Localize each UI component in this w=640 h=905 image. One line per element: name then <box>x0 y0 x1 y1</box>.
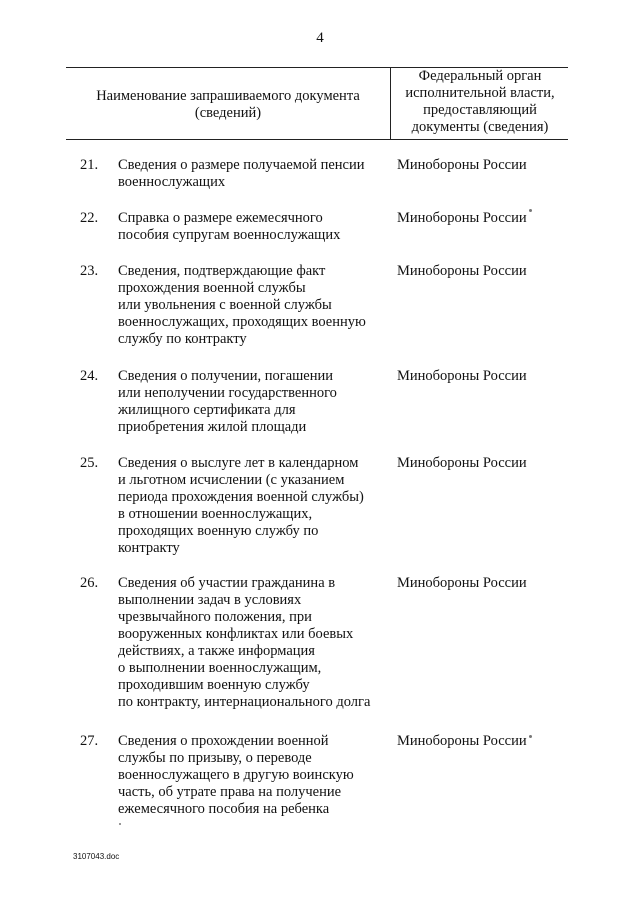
row-number: 24. <box>80 368 99 384</box>
document-name-line: Сведения, подтверждающие факт <box>118 263 326 279</box>
agency-name: Минобороны России <box>397 210 527 226</box>
document-name-line: ежемесячного пособия на ребенка <box>118 801 330 817</box>
document-name-line: в отношении военнослужащих, <box>118 506 313 522</box>
document-name-line: жилищного сертификата для <box>118 402 296 418</box>
column-header-line: исполнительной власти, <box>405 85 555 101</box>
document-name-line: чрезвычайного положения, при <box>118 609 312 625</box>
document-name-line: пособия супругам военнослужащих <box>118 227 341 243</box>
document-name-line: выполнении задач в условиях <box>118 592 302 608</box>
document-name <box>118 455 388 557</box>
agency-name: Минобороны России <box>397 733 527 749</box>
agency-name: Минобороны России <box>397 575 527 591</box>
row-number: 22. <box>80 210 99 226</box>
document-name <box>118 733 388 818</box>
scan-speck <box>529 209 532 212</box>
document-name-line: военнослужащих <box>118 174 226 190</box>
document-name-line: контракту <box>118 540 180 556</box>
document-name <box>118 575 388 711</box>
document-name <box>118 210 388 244</box>
document-name-line: или неполучении государственного <box>118 385 337 401</box>
table-header-divider <box>390 67 391 139</box>
column-header-line: документы (сведения) <box>411 119 549 135</box>
row-number: 25. <box>80 455 99 471</box>
document-name-line: приобретения жилой площади <box>118 419 307 435</box>
document-name-line: вооруженных конфликтах или боевых <box>118 626 354 642</box>
row-number: 23. <box>80 263 99 279</box>
row-number: 21. <box>80 157 99 173</box>
document-name-line: военнослужащего в другую воинскую <box>118 767 354 783</box>
document-name-line: периода прохождения военной службы) <box>118 489 364 505</box>
agency-name: Минобороны России <box>397 455 527 471</box>
document-name-line: прохождения военной службы <box>118 280 306 296</box>
column-header-agency <box>392 68 568 136</box>
document-name-line: военнослужащих, проходящих военную <box>118 314 366 330</box>
document-name <box>118 368 388 436</box>
document-name-line: службу по контракту <box>118 331 247 347</box>
document-name-line: Сведения о прохождении военной <box>118 733 329 749</box>
document-name <box>118 263 388 348</box>
table-header-bottom-rule <box>66 139 568 140</box>
agency-name: Минобороны России <box>397 263 527 279</box>
agency-name: Минобороны России <box>397 157 527 173</box>
page-number: 4 <box>316 30 324 46</box>
document-name-line: часть, об утрате права на получение <box>118 784 342 800</box>
document-name-line: Сведения о получении, погашении <box>118 368 334 384</box>
row-number: 27. <box>80 733 99 749</box>
document-name-line: по контракту, интернационального долга <box>118 694 371 710</box>
column-header-document-name <box>66 88 390 122</box>
document-name-line: или увольнения с военной службы <box>118 297 332 313</box>
document-name-line: Сведения об участии гражданина в <box>118 575 336 591</box>
column-header-line: Наименование запрашиваемого документа <box>96 88 360 104</box>
document-name-line: проходившим военную службу <box>118 677 310 693</box>
column-header-line: (сведений) <box>194 105 262 121</box>
document-name-line: о выполнении военнослужащим, <box>118 660 322 676</box>
document-name-line: службы по призыву, о переводе <box>118 750 312 766</box>
column-header-line: предоставляющий <box>423 102 537 118</box>
document-name-line: Справка о размере ежемесячного <box>118 210 323 226</box>
scan-speck <box>119 823 121 825</box>
document-name-line: проходящих военную службу по <box>118 523 319 539</box>
row-number: 26. <box>80 575 99 591</box>
agency-name: Минобороны России <box>397 368 527 384</box>
document-name-line: действиях, а также информация <box>118 643 315 659</box>
file-reference: 3107043.doc <box>73 852 120 861</box>
document-name <box>118 157 388 191</box>
document-name-line: Сведения о размере получаемой пенсии <box>118 157 365 173</box>
document-name-line: Сведения о выслуге лет в календарном <box>118 455 359 471</box>
document-name-line: и льготном исчислении (с указанием <box>118 472 345 488</box>
scan-speck <box>529 735 532 738</box>
column-header-line: Федеральный орган <box>418 68 542 84</box>
